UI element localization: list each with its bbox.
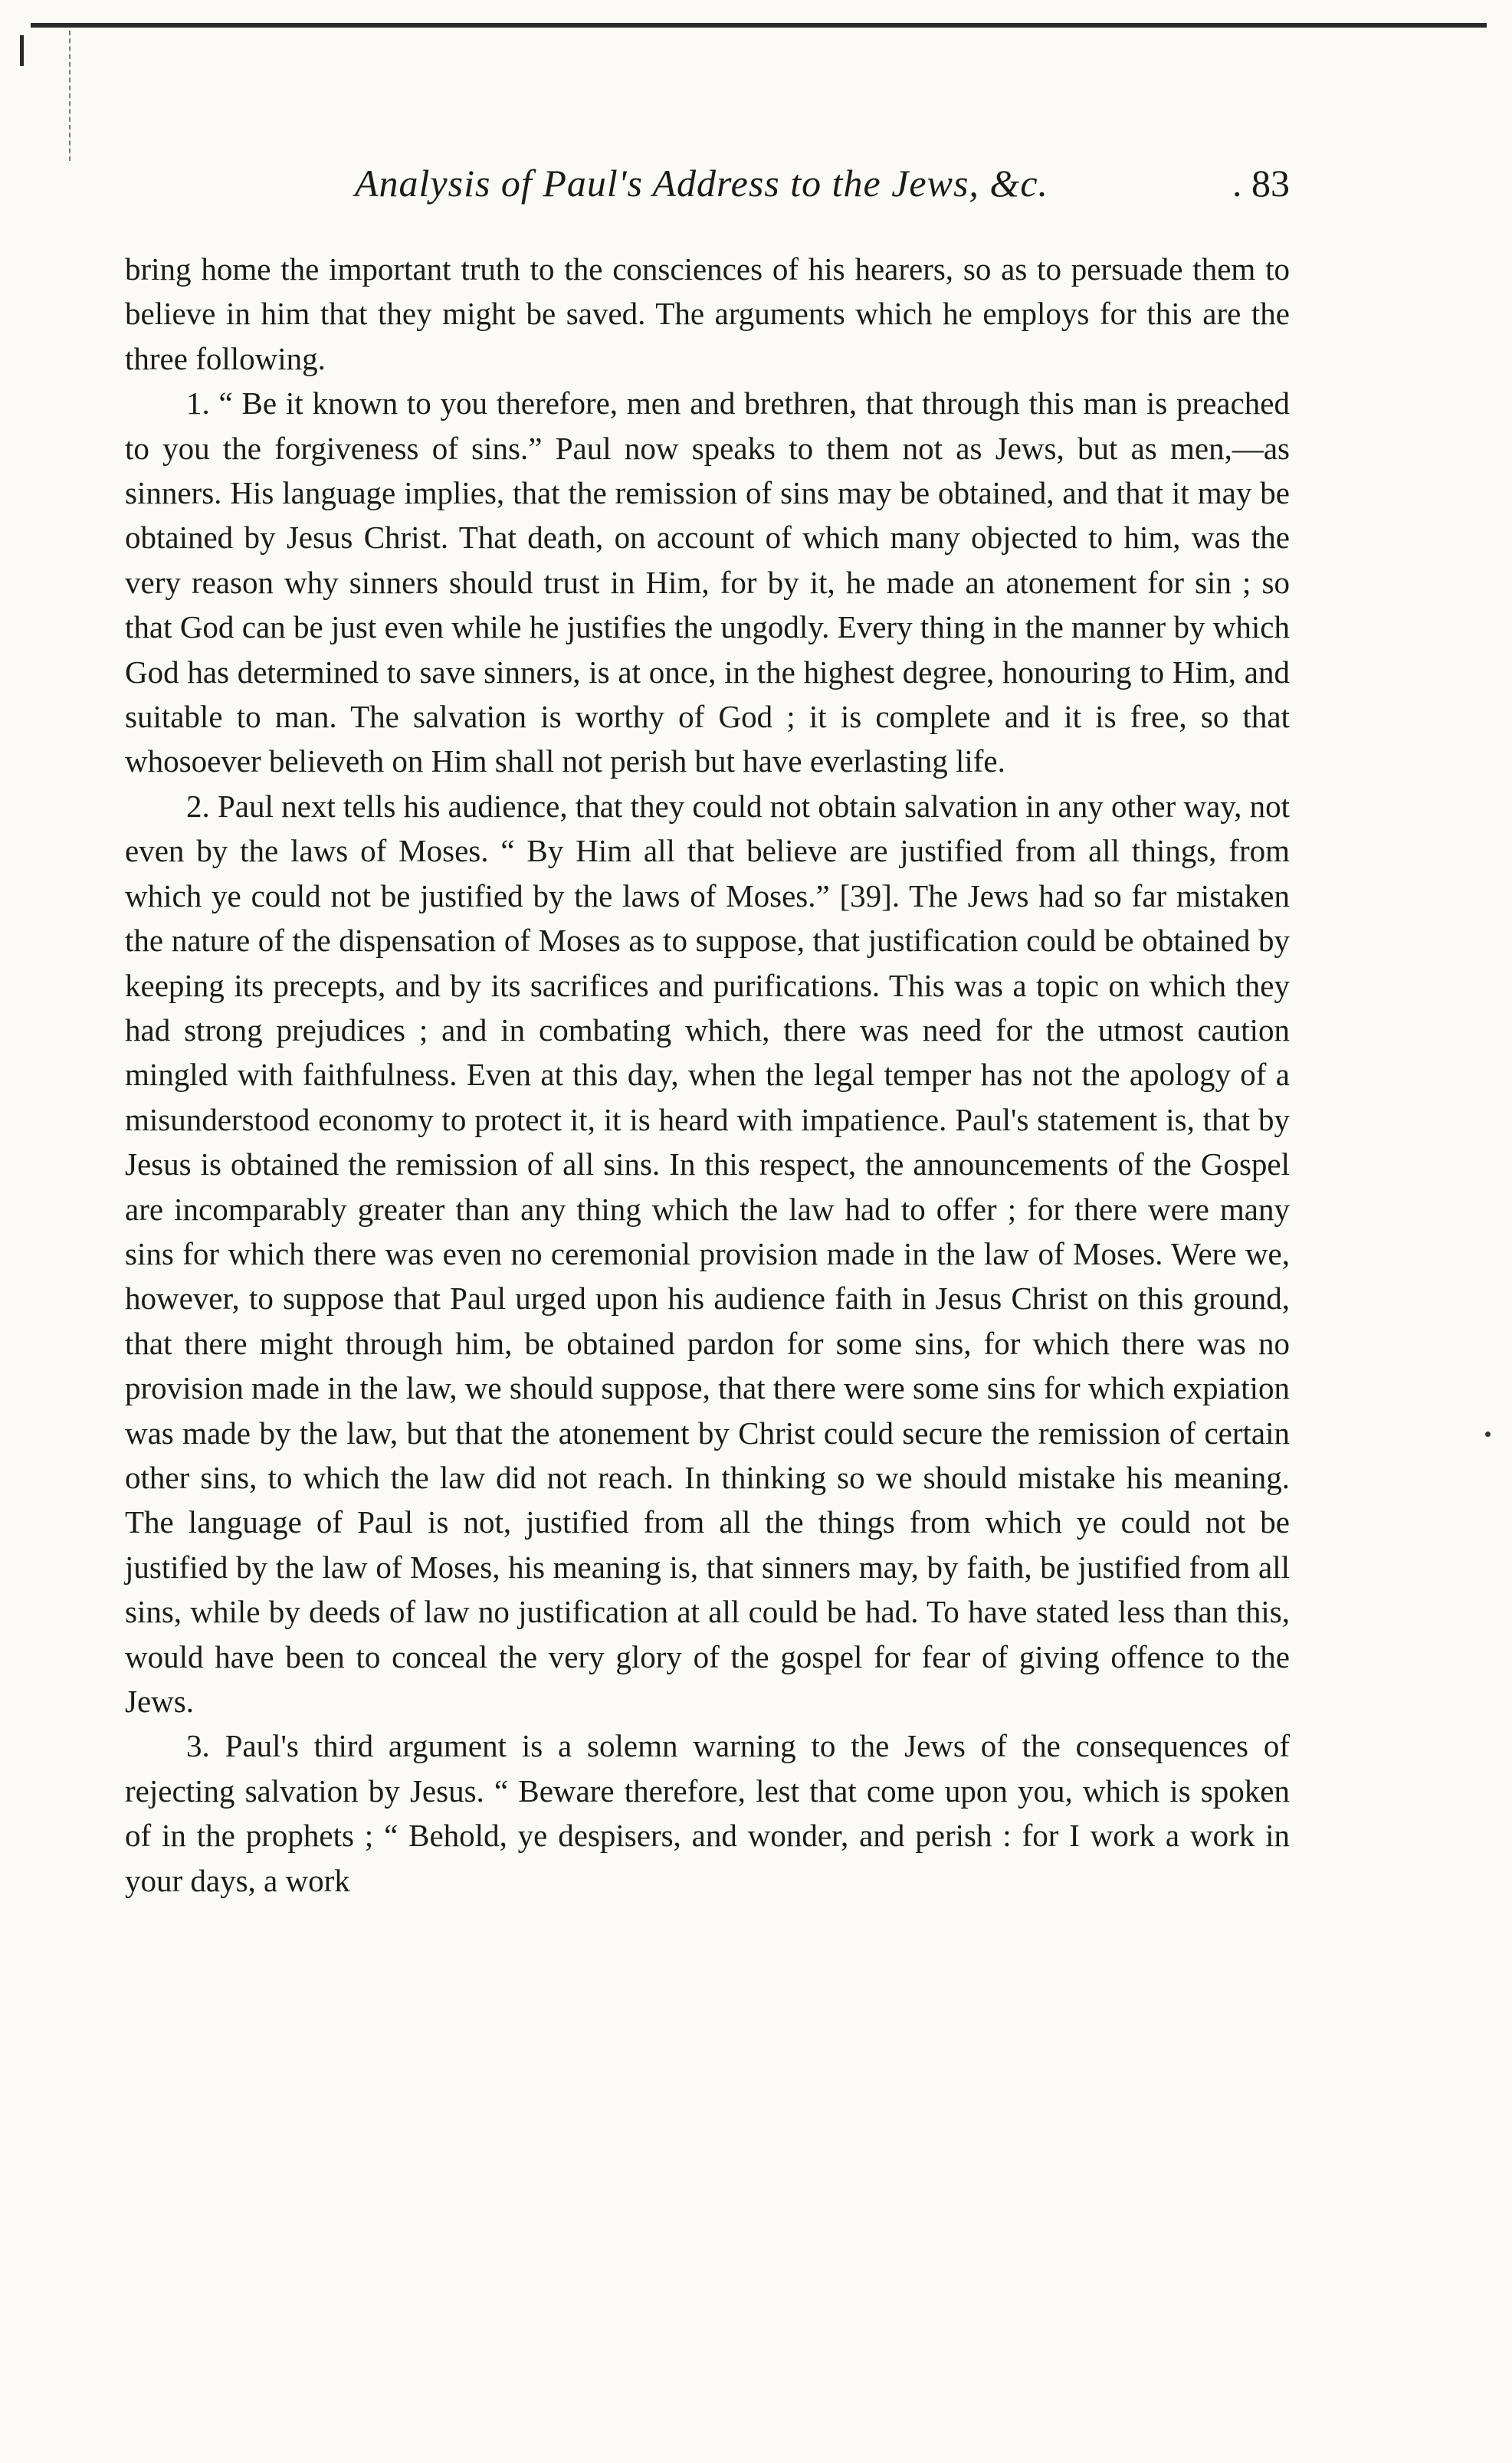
body-text [125,247,1290,1903]
paragraph-continuation: bring home the important truth to the consciences of his hearers, so as to persuade them to believe in him that they might be saved. The arguments which he employs for this are the three following. [125,251,1290,376]
scan-edge-mark [20,35,24,66]
scan-speck [1485,1432,1491,1437]
book-page [125,161,1290,1903]
paragraph-argument-1: 1. “ Be it known to you therefore, men and brethren, that through this man is preached to you the forgiveness of sins.” Paul now speaks to them not as Jews, but as men,—as sinners. His language implies, that the remission of sins may be obtained, and that it may be obtained by Jesus Christ. That death, on account of which many objected to him, was the very reason why sinners should trust in Him, for by it, he made an atonement for sin ; so that God can be just even while he justifies the ungodly. Every thing in the manner by which God has determined to save sinners, is at once, in the highest degree, honouring to Him, and suitable to man. The salvation is worthy of God ; it is complete and it is free, so that whosoever believeth on Him shall not perish but have everlasting life. [125,385,1290,779]
running-head [125,161,1290,230]
scan-top-rule [31,23,1487,28]
running-head-title: Analysis of Paul's Address to the Jews, &c. [355,162,1049,205]
paragraph-argument-2: 2. Paul next tells his audience, that they could not obtain salvation in any other way, not even by the laws of Moses. “ By Him all that believe are justified from all things, from which ye could not be justified by the laws of Moses.” [39]. The Jews had so far mistaken the nature of the dispensation of Moses as to suppose, that justification could be obtained by keeping its precepts, and by its sacrifices and purifications. This was a topic on which they had strong prejudices ; and in combating which, there was need for the utmost caution mingled with faithfulness. Even at this day, when the legal temper has not the apology of a misunderstood economy to protect it, it is heard with impatience. Paul's statement is, that by Jesus is obtained the remission of all sins. In this respect, the announcements of the Gospel are incomparably greater than any thing which the law had to offer ; for there were many sins for which there was even no ceremonial provision made in the law of Moses. Were we, however, to suppose that Paul urged upon his audience faith in Jesus Christ on this ground, that there might through him, be obtained pardon for some sins, for which there was no provision made in the law, we should suppose, that there were some sins for which expiation was made by the law, but that the atonement by Christ could secure the remission of certain other sins, to which the law did not reach. In thinking so we should mistake his meaning. The language of Paul is not, justified from all the things from which ye could not be justified by the law of Moses, his meaning is, that sinners may, by faith, be justified from all sins, while by deeds of law no justification at all could be had. To have stated less than this, would have been to conceal the very glory of the gospel for fear of giving offence to the Jews. [125,788,1291,1719]
scan-margin-dashes [69,31,71,161]
paragraph-argument-3: 3. Paul's third argument is a solemn warning to the Jews of the consequences of rejecting salvation by Jesus. “ Beware therefore, lest that come upon you, which is spoken of in the prophets ; “ Behold, ye despisers, and wonder, and perish : for I work a work in your days, a work [125,1728,1290,1898]
page-number: . 83 [1232,162,1290,205]
